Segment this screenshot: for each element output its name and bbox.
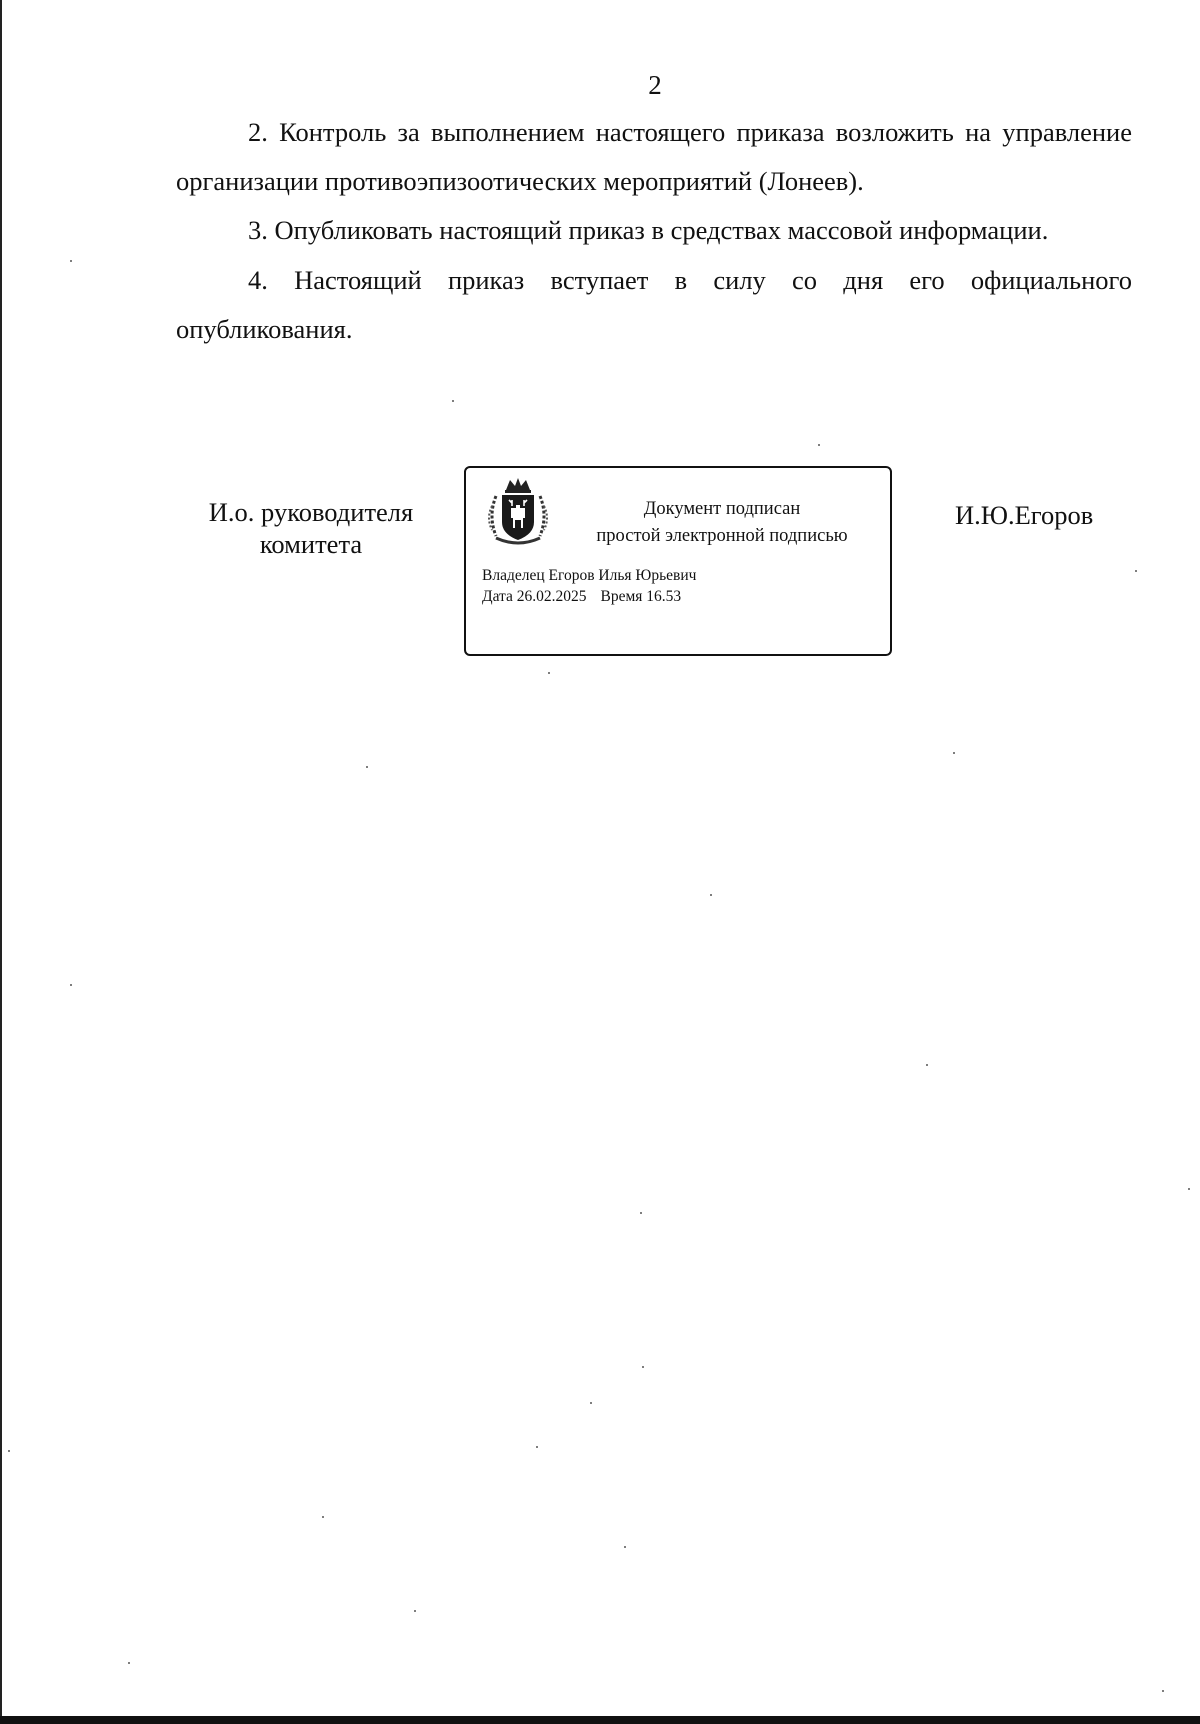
- scan-speck: [642, 1366, 644, 1368]
- paragraph-3-text: 3. Опубликовать настоящий приказ в средствах массовой информации.: [248, 215, 1049, 245]
- paragraph-3: [176, 206, 1132, 255]
- scan-speck: [1188, 1188, 1190, 1190]
- stamp-line-2: простой электронной подписью: [596, 526, 848, 546]
- stamp-time: Время 16.53: [600, 588, 682, 605]
- scan-speck: [322, 1516, 324, 1518]
- stamp-date: Дата 26.02.2025: [482, 588, 587, 605]
- signer-title-line2: комитета: [259, 529, 363, 559]
- stamp-details: [482, 565, 696, 607]
- scan-speck: [70, 260, 72, 262]
- paragraph-2: [176, 108, 1132, 206]
- signer-title-line1: И.о. руководителя: [208, 497, 414, 527]
- scan-speck: [366, 766, 368, 768]
- scan-speck: [1162, 1690, 1164, 1692]
- electronic-signature-stamp: [464, 466, 892, 656]
- scan-speck: [624, 1546, 626, 1548]
- page-number: 2: [648, 70, 662, 100]
- scan-speck: [926, 1064, 928, 1066]
- scan-speck: [128, 1662, 130, 1664]
- scan-speck: [8, 1450, 10, 1452]
- paragraph-2-text: 2. Контроль за выполнением настоящего приказа возложить на управление организации противоэпизоотических мероприятий (Лонеев).: [176, 117, 1132, 196]
- coat-of-arms-icon: [482, 476, 554, 548]
- scan-speck: [590, 1402, 592, 1404]
- scan-speck: [1135, 570, 1137, 572]
- signer-title: [186, 496, 436, 560]
- scan-speck: [414, 1610, 416, 1612]
- stamp-line-1: Документ подписан: [643, 499, 801, 519]
- paragraph-4: [176, 256, 1132, 354]
- scan-speck: [70, 984, 72, 986]
- scan-speck: [818, 444, 820, 446]
- signer-name: И.Ю.Егоров: [955, 500, 1094, 530]
- scan-speck: [548, 672, 550, 674]
- scan-speck: [710, 894, 712, 896]
- stamp-date-time-row: [482, 586, 696, 607]
- paragraph-4-text: 4. Настоящий приказ вступает в силу со дня его официального опубликования.: [176, 265, 1132, 344]
- stamp-owner: Владелец Егоров Илья Юрьевич: [482, 567, 697, 584]
- scan-speck: [953, 752, 955, 754]
- scan-speck: [640, 1212, 642, 1214]
- scan-speck: [452, 400, 454, 402]
- scan-speck: [536, 1446, 538, 1448]
- stamp-heading: [562, 496, 882, 550]
- scan-bottom-edge: [0, 1716, 1200, 1724]
- scan-left-edge: [0, 0, 2, 1724]
